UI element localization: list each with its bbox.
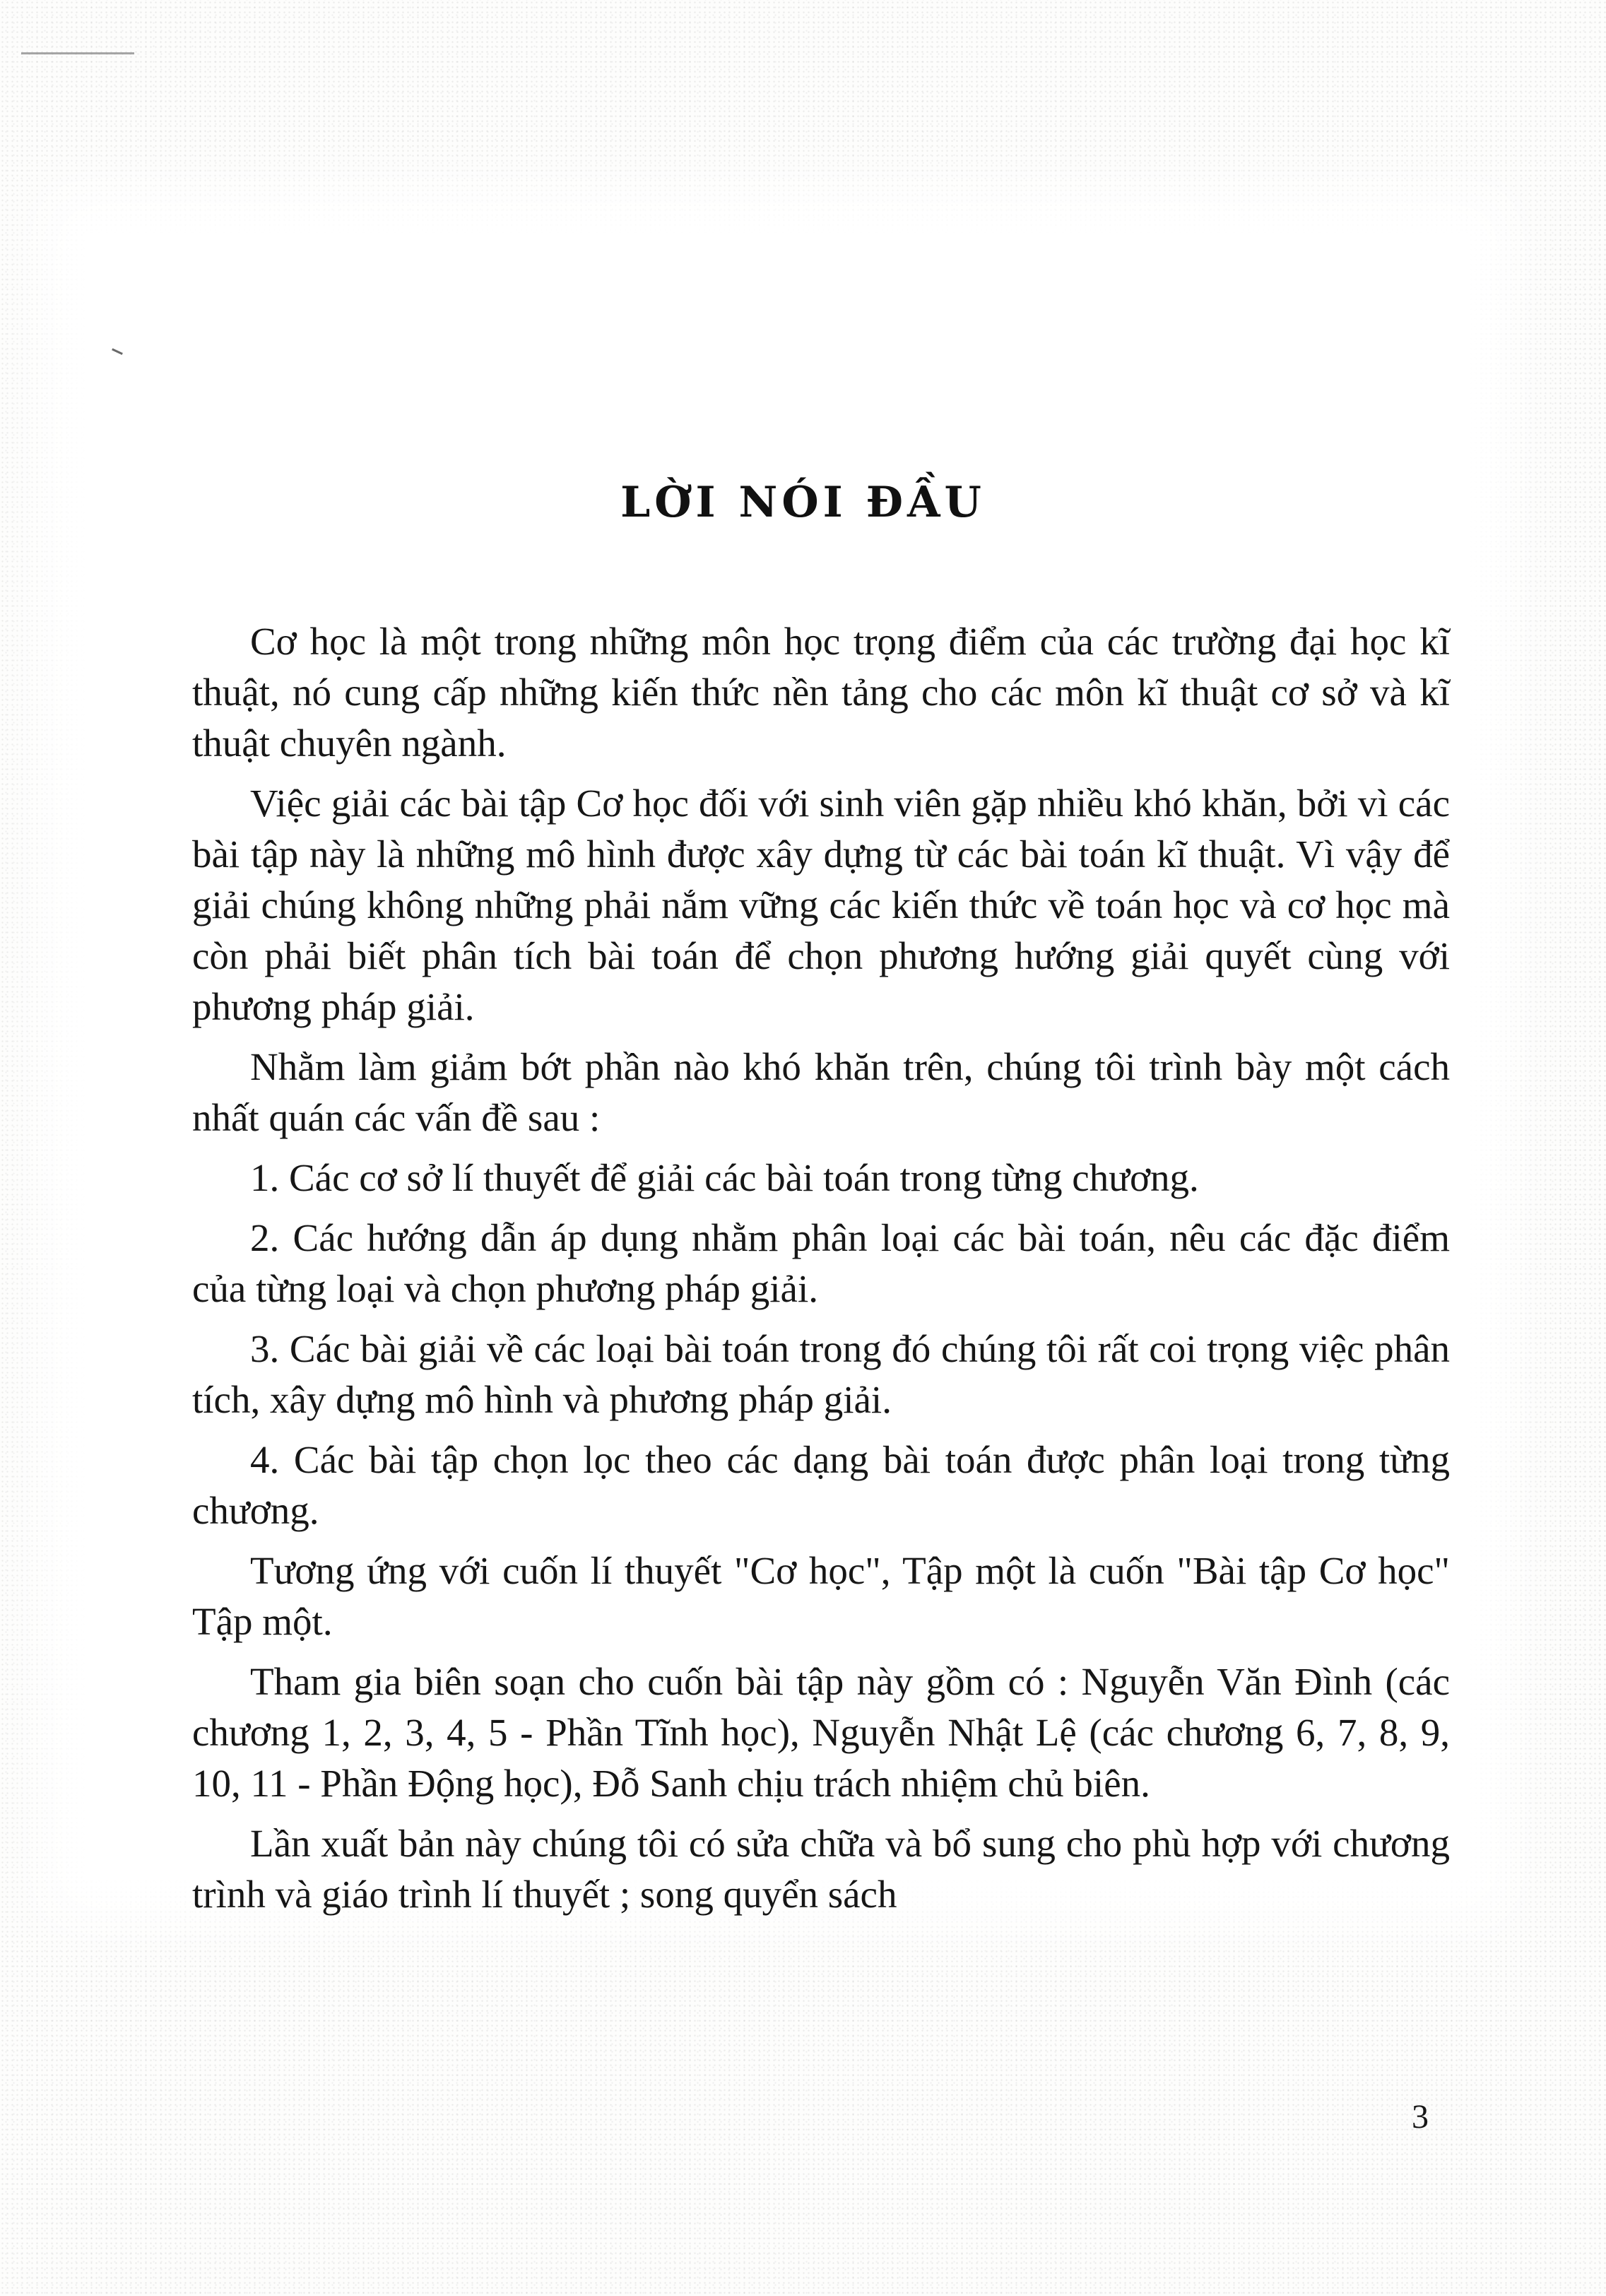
list-item: 3. Các bài giải về các loại bài toán trong đó chúng tôi rất coi trọng việc phân tích, xây dựng mô hình và phương pháp giải.: [192, 1327, 1450, 1421]
paragraph: Việc giải các bài tập Cơ học đối với sinh viên gặp nhiều khó khăn, bởi vì các bài tập này là những mô hình được xây dựng từ các bài toán kĩ thuật. Vì vậy để giải chúng không những phải nắm vững các kiến thức về toán học và cơ học mà còn phải biết phân tích bài toán để chọn phương hướng giải quyết cùng với phương pháp giải.: [192, 782, 1450, 1028]
paragraph: Lần xuất bản này chúng tôi có sửa chữa và bổ sung cho phù hợp với chương trình và giáo trình lí thuyết ; song quyển sách: [192, 1822, 1450, 1916]
scan-artifact-rule: [21, 52, 134, 54]
paragraph: Nhằm làm giảm bớt phần nào khó khăn trên, chúng tôi trình bày một cách nhất quán các vấn đề sau :: [192, 1045, 1450, 1139]
page-number: 3: [1412, 2098, 1429, 2136]
page-title: LỜI NÓI ĐẦU: [620, 478, 986, 527]
preface-text: [192, 616, 1450, 1929]
paragraph: Tương ứng với cuốn lí thuyết "Cơ học", Tập một là cuốn "Bài tập Cơ học" Tập một.: [192, 1549, 1450, 1643]
paragraph: Tham gia biên soạn cho cuốn bài tập này gồm có : Nguyễn Văn Đình (các chương 1, 2, 3, 4, 5 - Phần Tĩnh học), Nguyễn Nhật Lệ (các chương 6, 7, 8, 9, 10, 11 - Phần Động học), Đỗ Sanh chịu trách nhiệm chủ biên.: [192, 1660, 1450, 1805]
list-item: 4. Các bài tập chọn lọc theo các dạng bài toán được phân loại trong từng chương.: [192, 1438, 1450, 1532]
list-item: 1. Các cơ sở lí thuyết để giải các bài toán trong từng chương.: [250, 1156, 1199, 1199]
list-item: 2. Các hướng dẫn áp dụng nhằm phân loại các bài toán, nêu các đặc điểm của từng loại và chọn phương pháp giải.: [192, 1216, 1450, 1310]
paragraph: Cơ học là một trong những môn học trọng điểm của các trường đại học kĩ thuật, nó cung cấp những kiến thức nền tảng cho các môn kĩ thuật cơ sở và kĩ thuật chuyên ngành.: [192, 620, 1450, 765]
